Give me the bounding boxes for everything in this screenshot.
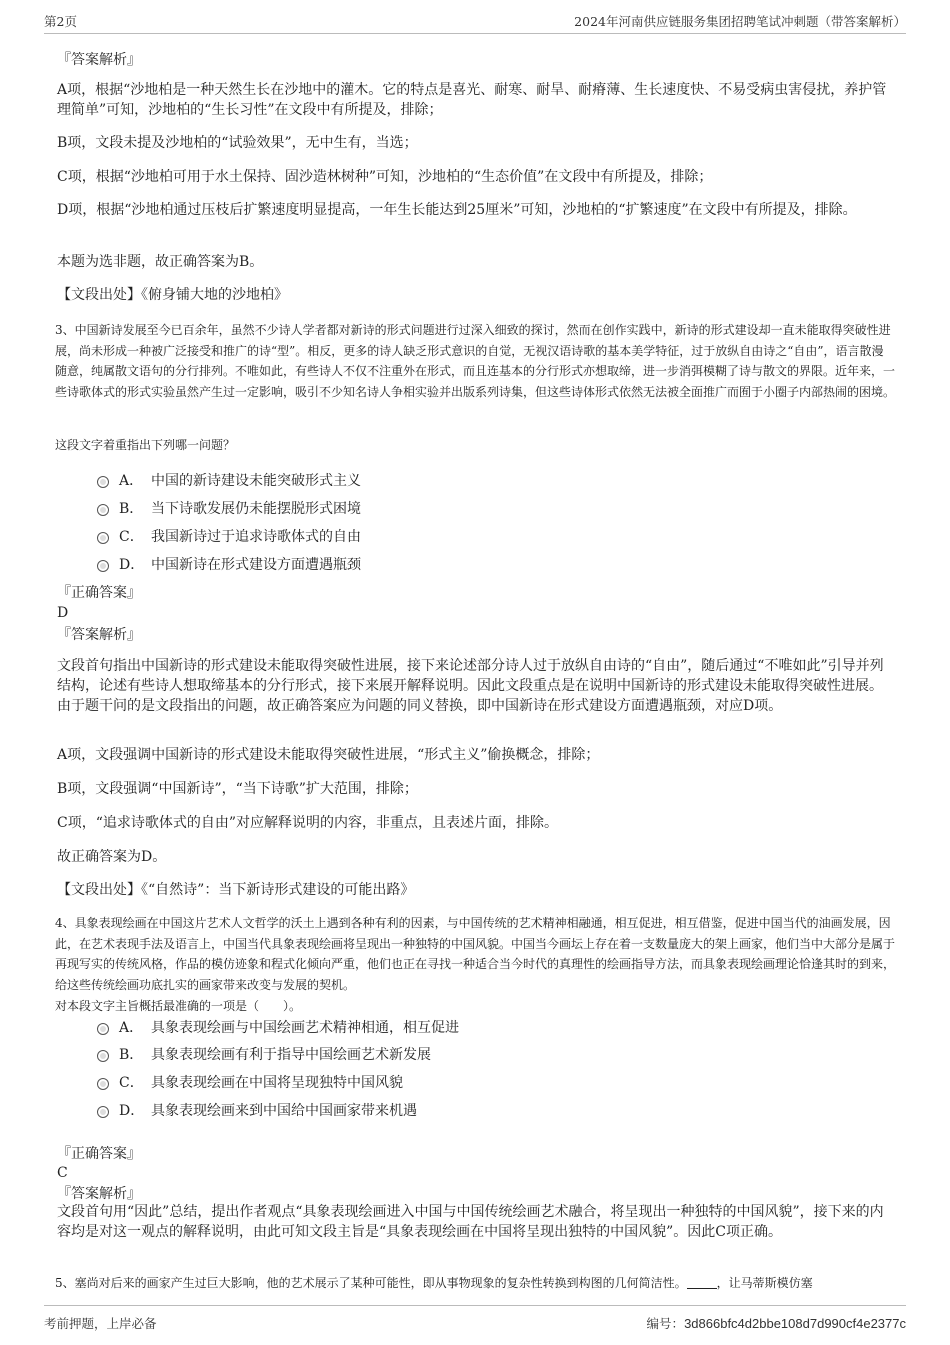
q3-analysis: 文段首句指出中国新诗的形式建设未能取得突破性进展，接下来论述部分诗人过于放纵自由诗的“自由”，随后通过“不唯如此”引导并列结构，论述有些诗人想取缔基本的分行形式，接下来展开解释说明。因此文段重点是在说明中国新诗的形式建设未能取得突破性进展。由于题干问的是文段指出的问题，故正确答案应为问题的同义替换，即中国新诗在形式建设方面遭遇瓶颈，对应D项。: [57, 658, 884, 714]
q3-option-d[interactable]: D． 中国新诗在形式建设方面遭遇瓶颈: [97, 555, 361, 575]
q3-option-b[interactable]: B． 当下诗歌发展仍未能摆脱形式困境: [97, 499, 361, 519]
page-header: [44, 12, 906, 34]
q4-stem: 4、具象表现绘画在中国这片艺术人文哲学的沃土上遇到各种有利的因素，与中国传统的艺术精神相融通，相互促进，相互借鉴，促进中国当代的油画发展，因此，在艺术表现手法及语言上，中国当代具象表现绘画将呈现出一种独特的中国风貌。中国当今画坛上存在着一支数量庞大的架上画家，他们当中大部分是属于再现写实的传统风格，作品的模仿迹象和程式化倾向严重，他们也正在寻找一种适合当今时代的真理性的绘画指导方法，而具象表现绘画理论恰逢其时的到来，给这些传统绘画功底扎实的画家带来改变与发展的契机。: [55, 916, 896, 992]
q4-option-a[interactable]: A． 具象表现绘画与中国绘画艺术精神相通，相互促进: [97, 1018, 459, 1038]
q3-analysis-title: 『答案解析』: [57, 627, 141, 643]
document-code: 编号：3d866bfc4d2bbe108d7d990cf4e2377c: [646, 1316, 906, 1331]
q2-analysis-title: 『答案解析』: [57, 52, 141, 68]
q3-source: 【文段出处】《“自然诗”：当下新诗形式建设的可能出路》: [57, 882, 415, 898]
page-number: 第2页: [44, 14, 77, 29]
radio-icon[interactable]: [97, 1106, 109, 1118]
document-title: 2024年河南供应链服务集团招聘笔试冲刺题（带答案解析）: [574, 14, 906, 29]
q3-option-c[interactable]: C． 我国新诗过于追求诗歌体式的自由: [97, 527, 361, 547]
q4-analysis: 文段首句用“因此”总结，提出作者观点“具象表现绘画进入中国与中国传统绘画艺术融合，将呈现出一种独特的中国风貌”，接下来的内容均是对这一观点的解释说明，由此可知文段主旨是“具象表现绘画在中国将呈现出独特的中国风貌”。因此C项正确。: [57, 1204, 884, 1240]
q2-analysis-a: A项，根据“沙地柏是一种天然生长在沙地中的灌木。它的特点是喜光、耐寒、耐旱、耐瘠薄、生长速度快、不易受病虫害侵扰，养护管理简单”可知，沙地柏的“生长习性”在文段中有所提及，排除；: [57, 82, 887, 118]
page-footer: [44, 1305, 906, 1335]
q4-analysis-title: 『答案解析』: [57, 1186, 141, 1202]
q4-option-c[interactable]: C． 具象表现绘画在中国将呈现独特中国风貌: [97, 1073, 403, 1093]
radio-icon[interactable]: [97, 1050, 109, 1062]
q3-answer: D: [57, 605, 69, 621]
q3-option-a[interactable]: A． 中国的新诗建设未能突破形式主义: [97, 471, 361, 491]
q4-question: 对本段文字主旨概括最准确的一项是（ ）。: [55, 999, 302, 1013]
q4-option-d[interactable]: D． 具象表现绘画来到中国给中国画家带来机遇: [97, 1101, 417, 1121]
q5-stem: 5、塞尚对后来的画家产生过巨大影响，他的艺术展示了某种可能性，即从事物现象的复杂性转换到构图的几何简洁性。 ，让马蒂斯模仿塞: [55, 1276, 813, 1290]
q2-analysis-d: D项，根据“沙地柏通过压枝后扩繁速度明显提高，一年生长能达到25厘米”可知，沙地柏的“扩繁速度”在文段中有所提及，排除。: [57, 202, 857, 218]
q3-analysis-c: C项，“追求诗歌体式的自由”对应解释说明的内容，非重点，且表述片面，排除。: [57, 815, 559, 831]
footer-slogan: 考前押题，上岸必备: [44, 1316, 157, 1331]
q2-analysis-b: B项，文段未提及沙地柏的“试验效果”，无中生有，当选；: [57, 135, 418, 151]
q3-answer-title: 『正确答案』: [57, 585, 141, 601]
q4-option-b[interactable]: B． 具象表现绘画有利于指导中国绘画艺术新发展: [97, 1045, 431, 1065]
q3-analysis-b: B项，文段强调“中国新诗”，“当下诗歌”扩大范围，排除；: [57, 781, 418, 797]
q3-conclusion: 故正确答案为D。: [57, 849, 167, 865]
q3-question: 这段文字着重指出下列哪一问题？: [55, 438, 236, 452]
fill-blank: [687, 1277, 717, 1289]
q2-analysis-c: C项，根据“沙地柏可用于水土保持、固沙造林树种”可知，沙地柏的“生态价值”在文段中有所提及，排除；: [57, 169, 713, 185]
radio-icon[interactable]: [97, 504, 109, 516]
q2-conclusion: 本题为选非题，故正确答案为B。: [57, 254, 264, 270]
radio-icon[interactable]: [97, 476, 109, 488]
radio-icon[interactable]: [97, 532, 109, 544]
radio-icon[interactable]: [97, 560, 109, 572]
q3-analysis-a: A项，文段强调中国新诗的形式建设未能取得突破性进展，“形式主义”偷换概念，排除；: [57, 747, 600, 763]
radio-icon[interactable]: [97, 1023, 109, 1035]
q3-stem: 3、中国新诗发展至今已百余年，虽然不少诗人学者都对新诗的形式问题进行过深入细致的探讨，然而在创作实践中，新诗的形式建设却一直未能取得突破性进展，尚未形成一种被广泛接受和推广的诗“型”。相反，更多的诗人缺乏形式意识的自觉，无视汉语诗歌的基本美学特征，过于放纵自由诗之“自由”，语言散漫随意，纯属散文语句的分行排列。不唯如此，有些诗人不仅不注重外在形式，而且连基本的分行形式亦想取缔，进一步消弭模糊了诗与散文的界限。近年来，一些诗歌体式的形式实验虽然产生过一定影响，吸引不少知名诗人争相实验并出版系列诗集，但这些诗体形式依然无法被全面推广而囿于小圈子内部热闹的困境。: [55, 323, 896, 399]
q2-source: 【文段出处】《俯身铺大地的沙地柏》: [57, 287, 288, 303]
q4-answer-title: 『正确答案』: [57, 1146, 141, 1162]
q4-answer: C: [57, 1165, 68, 1181]
radio-icon[interactable]: [97, 1078, 109, 1090]
